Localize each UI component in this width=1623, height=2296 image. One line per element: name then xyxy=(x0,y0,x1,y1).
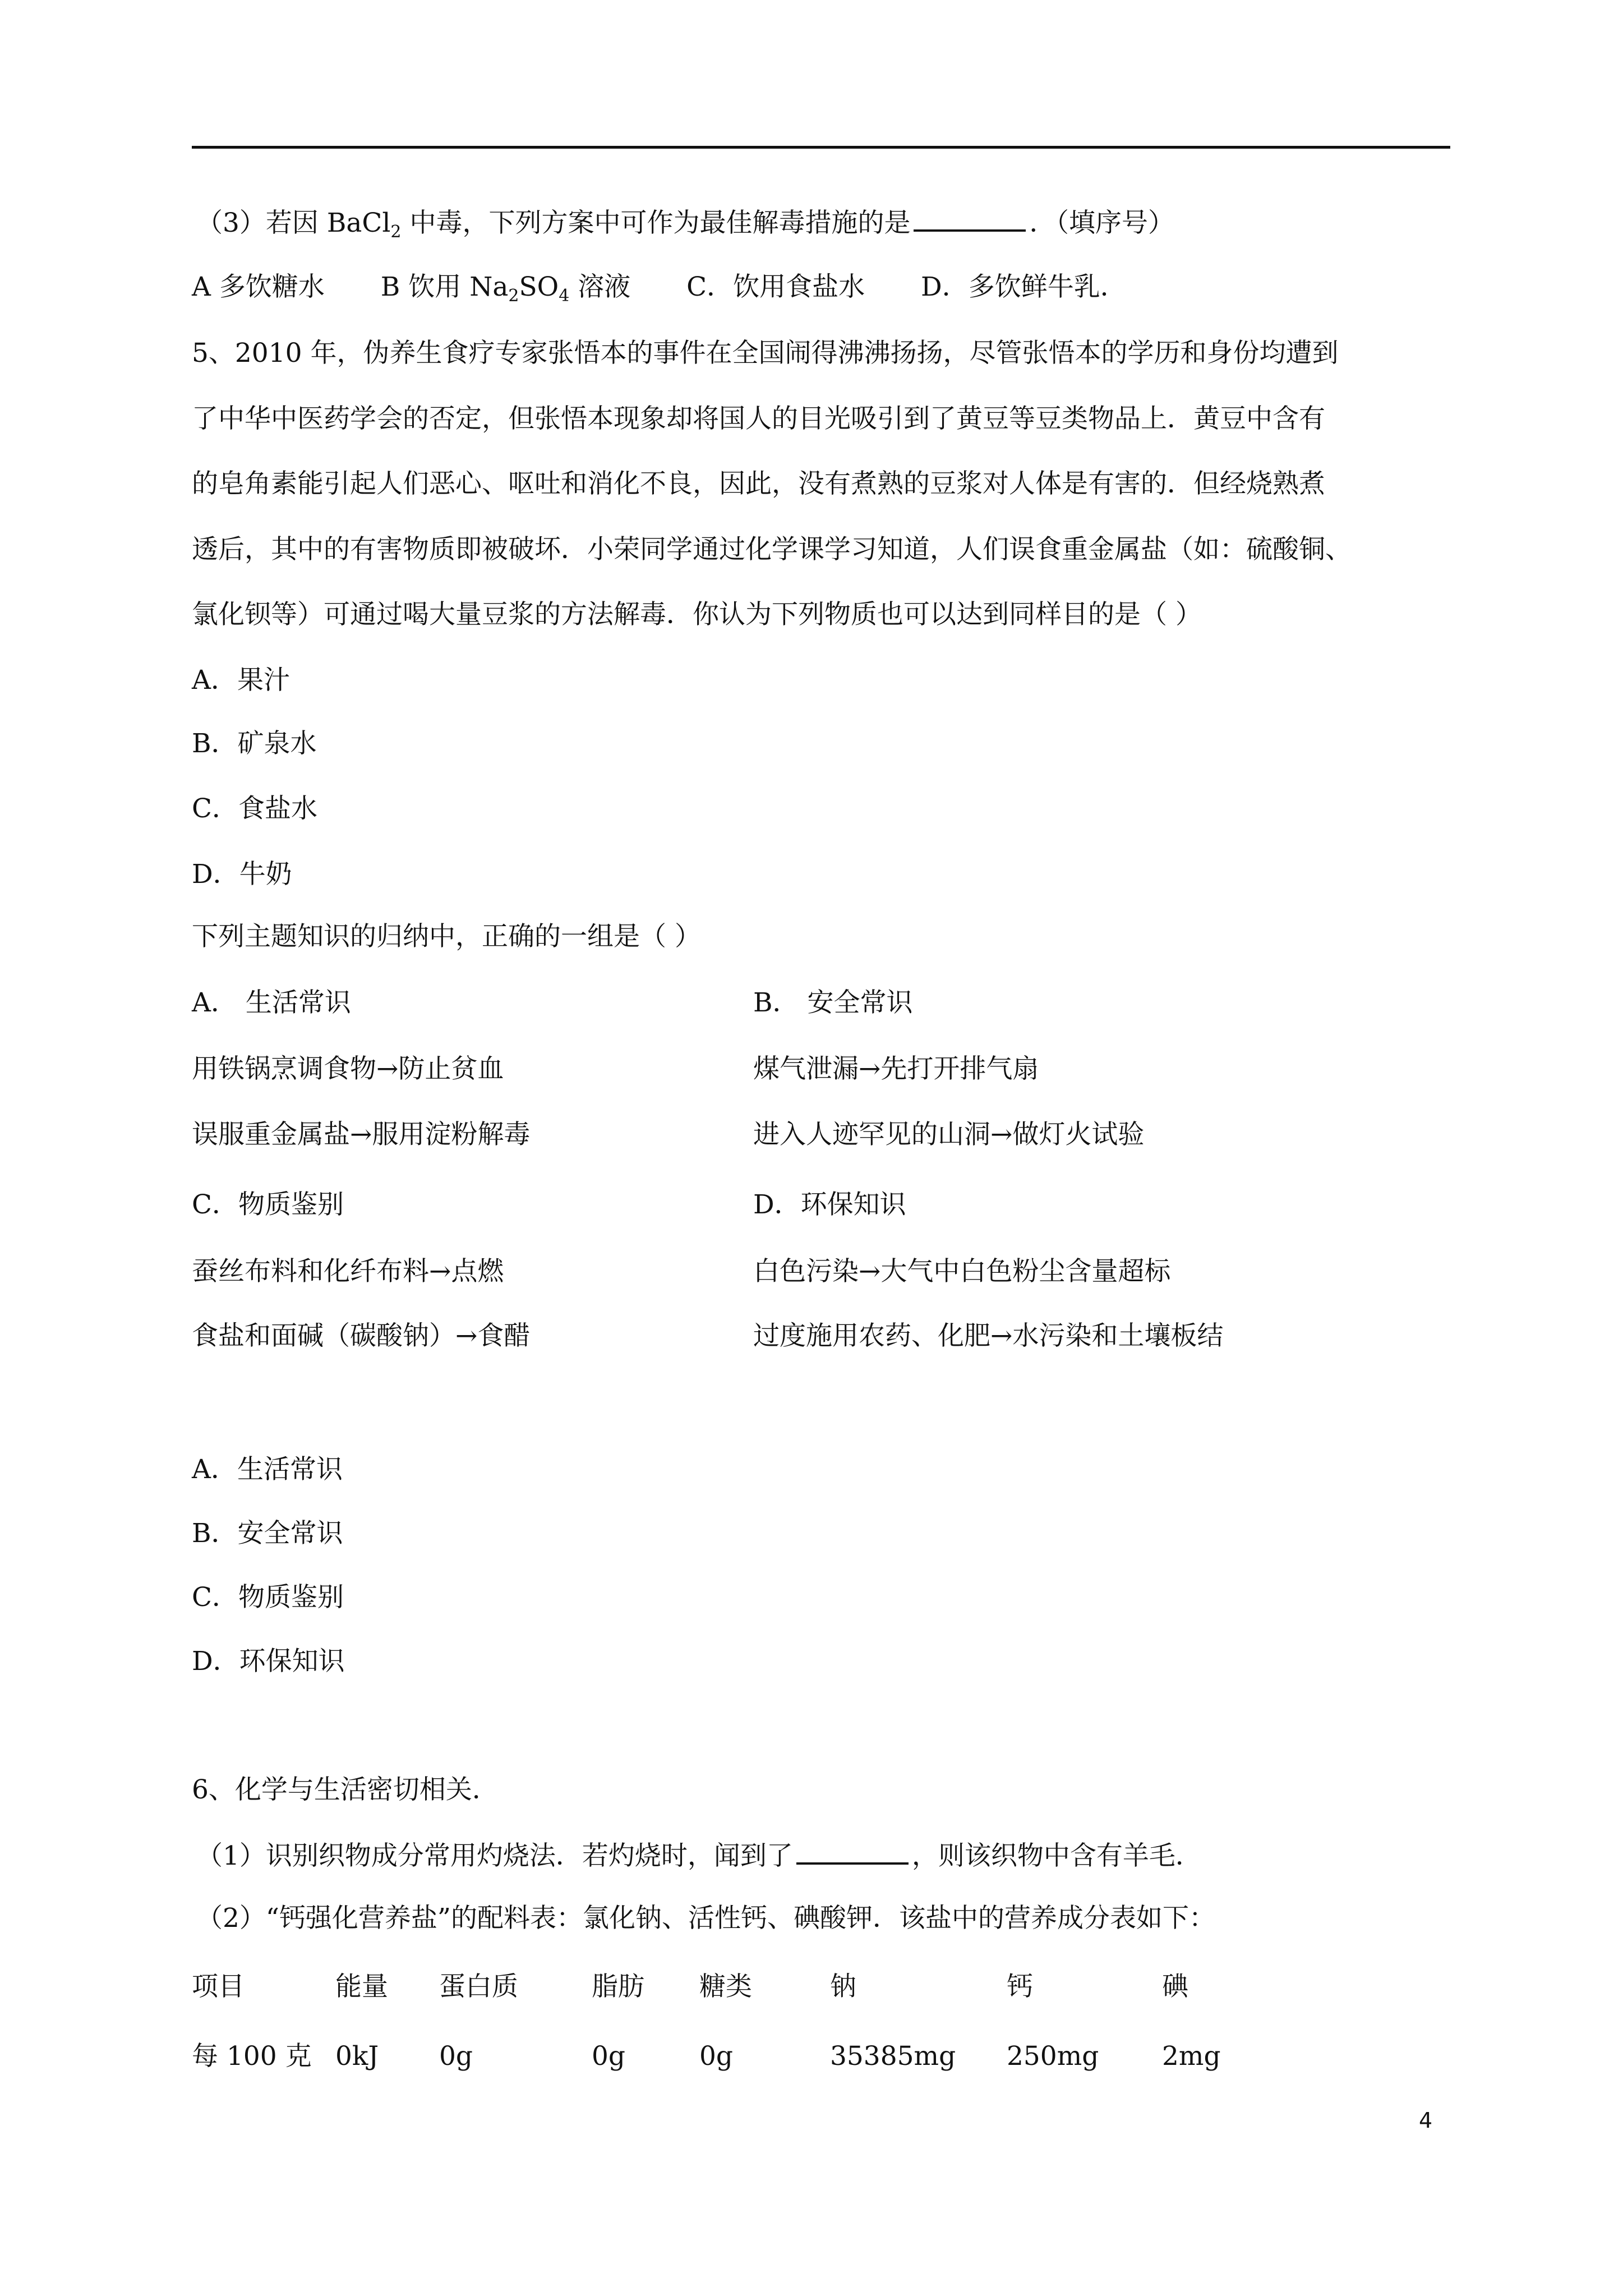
q5-line-4: 透后，其中的有害物质即被破坏．小荣同学通过化学课学习知道，人们误食重金属盐（如：硫酸铜、 xyxy=(192,534,1352,565)
table-header-protein: 蛋白质 xyxy=(439,1971,518,2002)
q5-line-3: 的皂角素能引起人们恶心、呕吐和消化不良，因此，没有煮熟的豆浆对人体是有害的．但经烧熟煮 xyxy=(192,468,1325,499)
table-header-iodine: 碘 xyxy=(1162,1971,1188,2002)
table-header-item: 项目 xyxy=(192,1971,245,2002)
q5-option-b: B．矿泉水 xyxy=(192,728,317,759)
topic-option-d: D．环保知识 xyxy=(192,1646,345,1677)
q3-options xyxy=(192,270,1127,304)
topic-stem: 下列主题知识的归纳中，正确的一组是（ ） xyxy=(192,921,701,952)
table-header-sugar: 糖类 xyxy=(699,1971,752,2002)
table-cell-energy: 0kJ xyxy=(335,2041,379,2072)
q5-line-1: 5、2010 年，伪养生食疗专家张悟本的事件在全国闹得沸沸扬扬，尽管张悟本的学历和身份均遭到 xyxy=(192,338,1339,369)
topic-a-item-1: 用铁锅烹调食物→防止贫血 xyxy=(192,1053,504,1084)
q3-option-d: D．多饮鲜牛乳． xyxy=(921,272,1127,302)
topic-d-item-2: 过度施用农药、化肥→水污染和土壤板结 xyxy=(753,1320,1224,1351)
topic-c-item-1: 蚕丝布料和化纤布料→点燃 xyxy=(192,1256,504,1287)
topic-option-a: A．生活常识 xyxy=(192,1454,343,1485)
q6-part-1 xyxy=(196,1838,1202,1873)
topic-b-item-1: 煤气泄漏→先打开排气扇 xyxy=(753,1053,1039,1084)
q6-answer-blank[interactable] xyxy=(796,1838,909,1865)
q3-answer-blank[interactable] xyxy=(914,205,1026,232)
table-header-sodium: 钠 xyxy=(830,1971,856,2002)
topic-b-title: B． 安全常识 xyxy=(753,987,913,1018)
page-number: 4 xyxy=(1419,2108,1433,2133)
q3-option-a: A 多饮糖水 xyxy=(192,272,325,302)
topic-c-title: C．物质鉴别 xyxy=(192,1189,344,1220)
header-rule xyxy=(192,146,1450,149)
topic-a-item-2: 误服重金属盐→服用淀粉解毒 xyxy=(192,1119,531,1150)
q5-option-c: C．食盐水 xyxy=(192,793,317,824)
q3-option-c: C．饮用食盐水 xyxy=(686,272,865,302)
topic-option-b: B．安全常识 xyxy=(192,1518,343,1549)
q5-option-d: D．牛奶 xyxy=(192,859,292,890)
table-cell-sugar: 0g xyxy=(699,2041,733,2072)
q6-part-1-post: ，则该织物中含有羊毛． xyxy=(911,1841,1202,1871)
q6-part-2: （2）“钙强化营养盐”的配料表：氯化钠、活性钙、碘酸钾．该盐中的营养成分表如下： xyxy=(196,1903,1215,1934)
q5-line-5: 氯化钡等）可通过喝大量豆浆的方法解毒．你认为下列物质也可以达到同样目的是（ ） xyxy=(192,599,1202,630)
table-cell-sodium: 35385mg xyxy=(830,2041,956,2072)
q3-stem xyxy=(196,205,1174,240)
table-cell-protein: 0g xyxy=(439,2041,473,2072)
topic-d-item-1: 白色污染→大气中白色粉尘含量超标 xyxy=(753,1256,1171,1287)
table-header-energy: 能量 xyxy=(335,1971,388,2002)
table-cell-fat: 0g xyxy=(592,2041,625,2072)
table-header-calcium: 钙 xyxy=(1007,1971,1033,2002)
table-cell-item: 每 100 克 xyxy=(192,2041,312,2072)
topic-a-title: A． 生活常识 xyxy=(192,987,351,1018)
q3-subscript: 2 xyxy=(390,222,402,242)
topic-c-item-2: 食盐和面碱（碳酸钠）→食醋 xyxy=(192,1320,531,1351)
table-header-fat: 脂肪 xyxy=(592,1971,644,2002)
table-cell-calcium: 250mg xyxy=(1007,2041,1099,2072)
topic-d-title: D．环保知识 xyxy=(753,1189,906,1220)
q6-title: 6、化学与生活密切相关． xyxy=(192,1774,499,1805)
q3-stem-end: ．（填序号） xyxy=(1029,208,1174,238)
q3-option-b: B 饮用 $Na_2SO_4$ 溶液 xyxy=(380,272,631,306)
q6-part-1-pre: （1）识别织物成分常用灼烧法．若灼烧时，闻到了 xyxy=(196,1841,793,1871)
q5-option-a: A．果汁 xyxy=(192,665,290,696)
q5-line-2: 了中华中医药学会的否定，但张悟本现象却将国人的目光吸引到了黄豆等豆类物品上．黄豆中含有 xyxy=(192,403,1325,434)
topic-option-c: C．物质鉴别 xyxy=(192,1582,344,1613)
table-cell-iodine: 2mg xyxy=(1162,2041,1221,2072)
q3-stem-suffix: 中毒，下列方案中可作为最佳解毒措施的是 xyxy=(401,208,911,238)
q3-stem-prefix: （3）若因 BaCl xyxy=(196,208,391,238)
topic-b-item-2: 进入人迹罕见的山洞→做灯火试验 xyxy=(753,1119,1145,1150)
